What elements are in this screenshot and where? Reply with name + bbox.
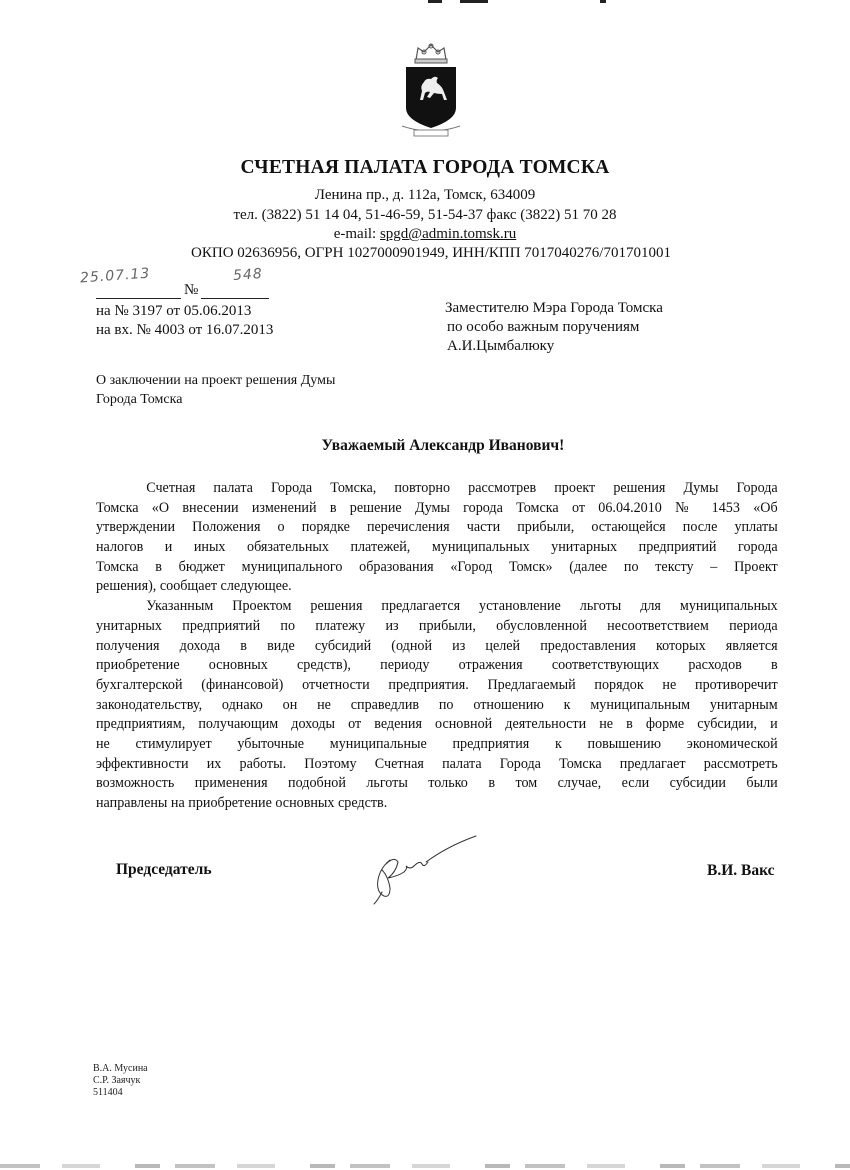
addressee-line-2: по особо важным поручениям [447, 319, 640, 335]
body-line: приобретение основных средств), периоду отражения соответствующих расходов в [96, 656, 778, 674]
body-line: Счетная палата Города Томска, повторно рассмотрев проект решения Думы Города [146, 479, 778, 496]
email-label: e-mail: [333, 226, 380, 242]
addressee-line-3: А.И.Цымбалюку [447, 338, 555, 354]
body-line: получения дохода в виде субсидий (одной из целей предоставления которых является [96, 636, 778, 654]
organization-phones: тел. (3822) 51 14 04, 51-46-59, 51-54-37 факс (3822) 51 70 28 [233, 207, 617, 223]
scan-artifact [460, 0, 488, 3]
organization-address: Ленина пр., д. 112а, Томск, 634009 [314, 187, 536, 203]
body-line: возможность применения подобной льготы только в том случае, если субсидии были [96, 774, 778, 792]
reference-line-1: на № 3197 от 05.06.2013 [96, 303, 252, 319]
outgoing-date-handwritten: 25.07.13 [79, 265, 151, 287]
body-line: направлены на приобретение основных средств. [96, 794, 388, 811]
scan-artifact [0, 1164, 850, 1168]
executor-1: В.А. Мусина [93, 1063, 148, 1074]
body-line: утверждении Положения о порядке перечисления части прибыли, остающейся после уплаты [96, 518, 778, 536]
body-line: бухгалтерской (финансовой) отчетности предприятия. Предлагаемый порядок не противоречит [96, 675, 778, 693]
body-line: Томска в бюджет муниципального образования «Город Томск» (далее по тексту – Проект [96, 557, 778, 575]
number-underline [201, 298, 269, 299]
letter-body [96, 478, 778, 813]
email-link[interactable]: spgd@admin.tomsk.ru [379, 226, 517, 242]
addressee-line-1: Заместителю Мэра Города Томска [445, 300, 663, 316]
scan-artifact [428, 0, 442, 3]
body-line: эффективности их работы. Поэтому Счетная палата Города Томска предлагает рассмотреть [96, 754, 778, 772]
body-line: Томска «О внесении изменений в решение Думы города Томска от 06.04.2010 № 1453 «Об [96, 498, 778, 516]
body-line: не стимулирует убыточные муниципальные предприятия к повышению экономической [96, 734, 778, 752]
executor-phone: 511404 [93, 1087, 123, 1098]
organization-registry-codes: ОКПО 02636956, ОГРН 1027000901949, ИНН/КПП 7017040276/701701001 [191, 245, 671, 261]
handwritten-signature-icon [368, 832, 478, 907]
executor-2: С.Р. Заячук [93, 1075, 141, 1086]
subject-line-1: О заключении на проект решения Думы [96, 373, 336, 388]
body-line: предприятиям, получающим доходы от ведения основной деятельности не в форме субсидии, и [96, 715, 778, 733]
body-line: налогов и иных обязательных платежей, муниципальных унитарных предприятий города [96, 538, 778, 556]
salutation: Уважаемый Александр Иванович! [321, 437, 565, 454]
date-underline [96, 298, 181, 299]
scan-artifact [600, 0, 606, 3]
body-line: унитарных предприятий по платежу из прибыли, обусловленной несоответствием периода [96, 616, 778, 634]
signatory-name: В.И. Вакс [707, 862, 775, 879]
organization-title: СЧЕТНАЯ ПАЛАТА ГОРОДА ТОМСКА [240, 157, 610, 178]
signatory-title: Председатель [116, 861, 212, 878]
body-line: решения), сообщает следующее. [96, 577, 292, 595]
reference-line-2: на вх. № 4003 от 16.07.2013 [96, 322, 274, 338]
number-sign: № [184, 282, 199, 298]
subject-line-2: Города Томска [96, 392, 183, 407]
outgoing-number-handwritten: 548 [232, 265, 264, 285]
body-line: Указанным Проектом решения предлагается установление льготы для муниципальных [146, 597, 778, 615]
tomsk-coat-of-arms-icon [400, 42, 462, 138]
letter-subject [96, 371, 335, 409]
organization-email-line [0, 225, 850, 244]
body-line: законодательству, однако он не справедлив по отношению к муниципальным унитарным [96, 695, 778, 713]
